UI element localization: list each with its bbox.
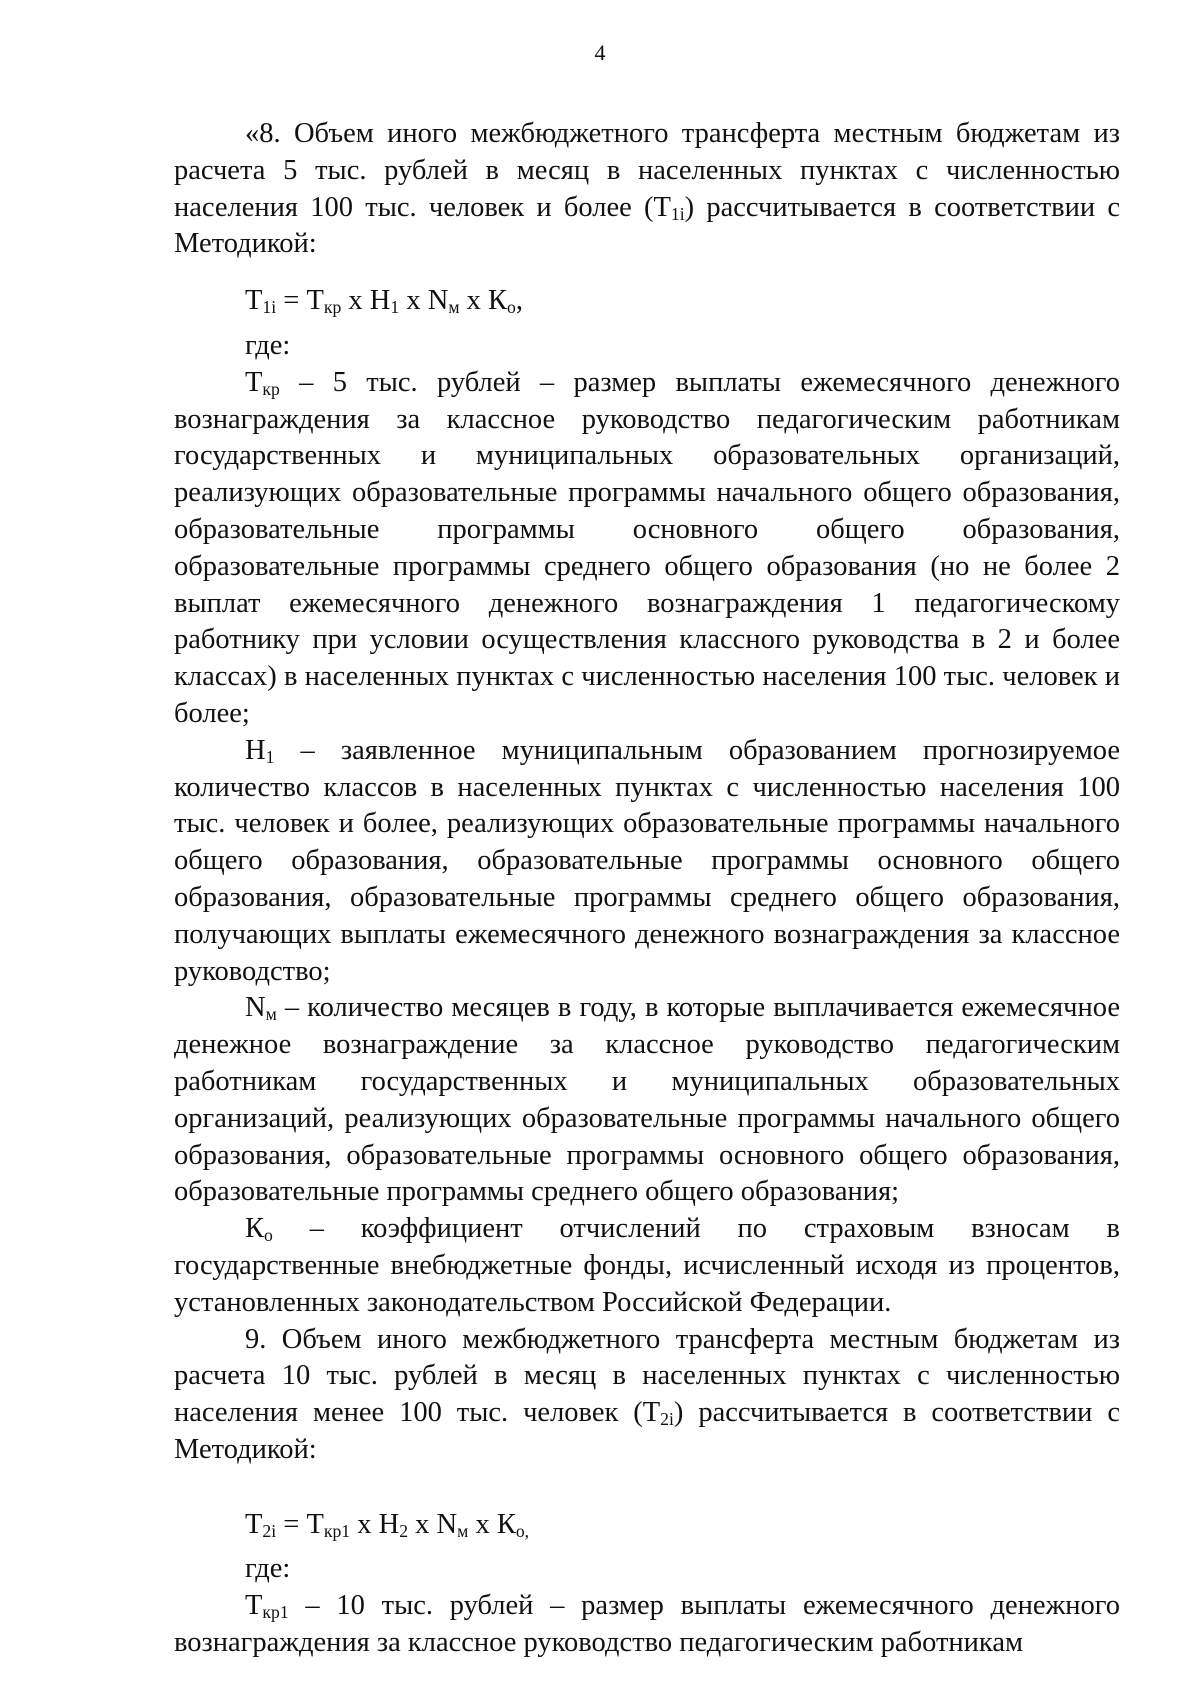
- definition-ko: $К_о$ – коэффициент отчислений по страховым взносам в государственные внебюджетные фонды, исчисленный исходя из процентов, установленных законодательством Российской Федерации.: [174, 1213, 1120, 1318]
- document-body: [174, 116, 1120, 1662]
- where-label-1: где:: [245, 329, 291, 361]
- formula-t2i: $Т_{2i} = Т_{кр1}$ х $Н_2$ х $N_м$ х $К_{о,}$: [245, 1508, 530, 1541]
- paragraph-8: «8. Объем иного межбюджетного трансферта местным бюджетам из расчета 5 тыс. рублей в месяц в населенных пунктах с численностью населения 100 тыс. человек и более $(Т_{1i})$ рассчитывается в соответствии с Методикой:: [174, 118, 1120, 260]
- formula-t1i: $Т_{1i} = Т_{кр}$ х $Н_1$ х $N_м$ х $К_о$,: [245, 285, 523, 318]
- paragraph-9: 9. Объем иного межбюджетного трансферта местным бюджетам из расчета 10 тыс. рублей в месяц в населенных пунктах с численностью населения менее 100 тыс. человек $(Т_{2i})$ рассчитывается в соответствии с Методикой:: [174, 1323, 1120, 1465]
- definition-h1: $Н_1$ – заявленное муниципальным образованием прогнозируемое количество классов в населенных пунктах с численностью населения 100 тыс. человек и более, реализующих образовательные программы начального общего образования, образовательные программы основного общего образования, образовательные программы среднего общего образования, получающих выплаты ежемесячного денежного вознаграждения за классное руководство;: [174, 734, 1120, 987]
- where-label-2: где:: [245, 1553, 291, 1585]
- definition-nm: $N_м$ – количество месяцев в году, в которые выплачивается ежемесячное денежное вознаграждение за классное руководство педагогическим работникам государственных и муниципальных образовательных организаций, реализующих образовательные программы начального общего образования, образовательные программы основного общего образования, образовательные программы среднего общего образования;: [174, 992, 1120, 1208]
- page-number: 4: [594, 40, 606, 65]
- definition-tkr1: $Т_{кр1} - 10$ тыс. рублей – размер выплаты ежемесячного денежного вознаграждения за классное руководство педагогическим работникам: [174, 1590, 1120, 1659]
- definition-tkr: $Т_{кр} - 5$ тыс. рублей – размер выплаты ежемесячного денежного вознаграждения за классное руководство педагогическим работникам государственных и муниципальных образовательных организаций, реализующих образовательные программы начального общего образования, образовательные программы основного общего образования, образовательные программы среднего общего образования (но не более 2 выплат ежемесячного денежного вознаграждения 1 педагогическому работнику при условии осуществления классного руководства в 2 и более классах) в населенных пунктах с численностью населения 100 тыс. человек и более;: [174, 366, 1120, 729]
